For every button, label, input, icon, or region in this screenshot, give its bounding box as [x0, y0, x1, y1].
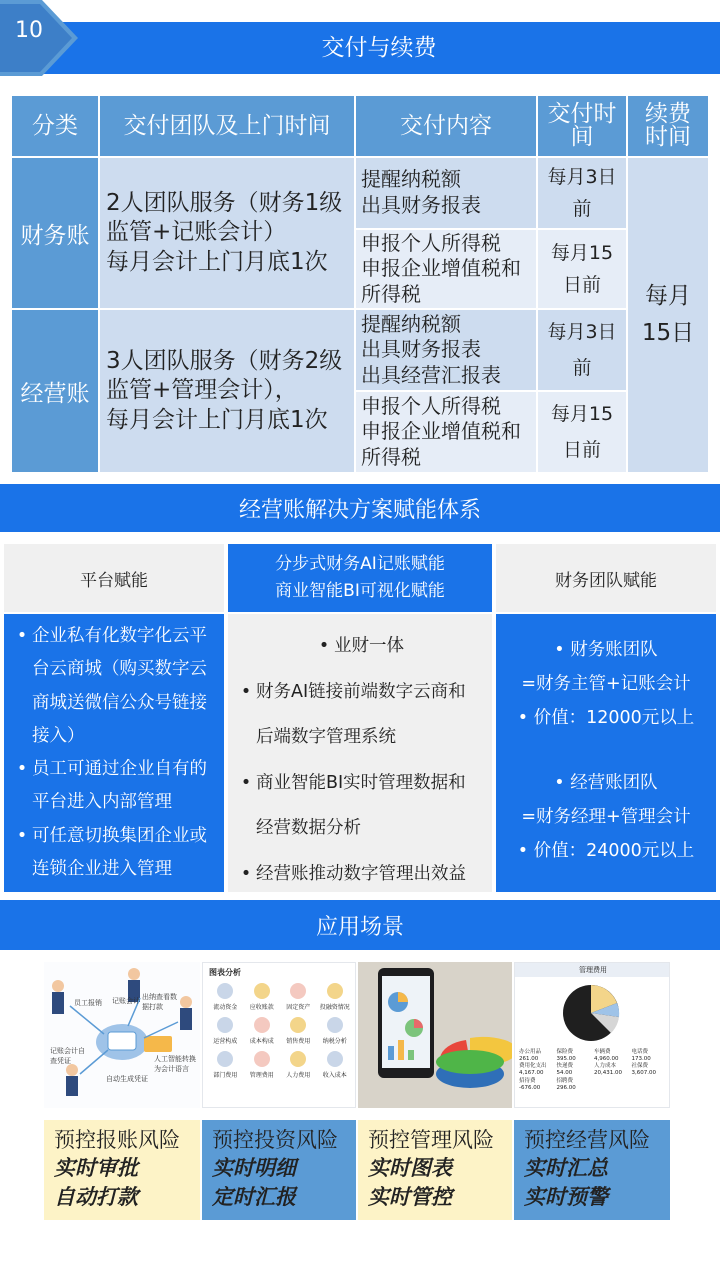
list-item: • 财务AI链接前端数字云商和后端数字管理系统 [240, 681, 466, 747]
scene-card-management [358, 1120, 512, 1220]
card-feature: 实时审批 [54, 1156, 138, 1181]
analysis-icon: 管理费用 [244, 1051, 281, 1079]
header-delivery-time: 交付时间 [538, 96, 626, 156]
list-item: • 员工可通过企业自有的平台进入内部管理 [16, 759, 207, 813]
diagram-label: 出纳查看数据打款 [142, 993, 177, 1011]
analysis-icon: 运营构成 [207, 1017, 244, 1045]
card-feature: 实时图表 [368, 1156, 452, 1181]
list-item: • 业财一体 [318, 636, 404, 656]
header-renewal-time: 续费时间 [628, 96, 708, 156]
team-operating: 3人团队服务（财务2级 监管+管理会计）， 每月会计上门月底1次 [100, 310, 354, 472]
time-cell: 每月15 日前 [538, 230, 626, 308]
cost-figures [519, 1049, 669, 1092]
icon-grid [207, 983, 353, 1079]
scene-card-investment [202, 1120, 356, 1220]
header-category: 分类 [12, 96, 98, 156]
analysis-icon: 投融资情况 [317, 983, 354, 1011]
analysis-icon: 部门费用 [207, 1051, 244, 1079]
cost-item: 电话费 173.00 [631, 1049, 651, 1063]
cost-item: 招待费 -676.00 [519, 1077, 541, 1091]
ai-title: 分步式财务AI记账赋能 商业智能BI可视化赋能 [228, 544, 492, 612]
ai-box [228, 614, 492, 892]
team-title: 财务团队赋能 [496, 544, 716, 612]
content-cell: 提醒纳税额 出具财务报表 出具经营汇报表 [356, 310, 536, 390]
solution-title: 经营账解决方案赋能体系 [0, 484, 720, 532]
delivery-table [12, 96, 708, 472]
page-title: 交付与续费 [321, 35, 437, 61]
scenes-title: 应用场景 [0, 900, 720, 950]
cost-item: 办公用品 261.00 [519, 1049, 542, 1063]
image-title: 图表分析 [209, 968, 241, 977]
renewal-cell: 每月 15日 [628, 158, 708, 472]
header-content: 交付内容 [356, 96, 536, 156]
cost-item: 社保费 3,607.00 [631, 1063, 656, 1077]
content-cell: 提醒纳税额 出具财务报表 [356, 158, 536, 228]
chart-analysis-image [202, 962, 356, 1108]
pie-chart [551, 981, 631, 1045]
content-cell: 申报个人所得税 申报企业增值税和 所得税 [356, 230, 536, 308]
card-feature: 实时预警 [524, 1184, 608, 1209]
team-box [496, 614, 716, 892]
team-group: • 经营账团队 =财务经理+管理会计 • 价值：24000元以上 [517, 773, 695, 861]
header-team: 交付团队及上门时间 [100, 96, 354, 156]
time-cell: 每月3日 前 [538, 158, 626, 228]
analysis-icon: 纳税分析 [317, 1017, 354, 1045]
card-title: 预控经营风险 [524, 1128, 650, 1152]
analysis-icon: 成本构成 [244, 1017, 281, 1045]
card-title: 预控管理风险 [368, 1128, 494, 1152]
cost-pie-image [514, 962, 670, 1108]
list-item: • 商业智能BI实时管理数据和经营数据分析 [240, 772, 466, 838]
card-title: 预控投资风险 [212, 1128, 338, 1152]
analysis-icon: 固定资产 [280, 983, 317, 1011]
list-item: • 可任意切换集团企业或连锁企业进入管理 [16, 825, 207, 879]
list-item: • 企业私有化数字化云平台云商城（购买数字云商城送微信公众号链接接入） [16, 626, 207, 746]
cost-item: 车辆费 4,960.00 [594, 1049, 619, 1063]
cost-item: 保险费 395.00 [556, 1049, 576, 1063]
team-group: • 财务账团队 =财务主管+记账会计 • 价值：12000元以上 [517, 640, 695, 728]
time-cell: 每月3日 前 [538, 310, 626, 390]
image-title: 管理费用 [515, 963, 670, 977]
analysis-icon: 收入成本 [317, 1051, 354, 1079]
diagram-label: 人工智能转换为会计语言 [154, 1055, 196, 1073]
analysis-icon: 人力费用 [280, 1051, 317, 1079]
analysis-icon: 应收账款 [244, 983, 281, 1011]
cost-item: 快递费 54.00 [556, 1063, 574, 1077]
card-feature: 实时管控 [368, 1184, 452, 1209]
team-finance: 2人团队服务（财务1级 监管+记账会计） 每月会计上门月底1次 [100, 158, 354, 308]
workflow-illustration [44, 962, 200, 1108]
card-title: 预控报账风险 [54, 1128, 180, 1152]
phone-photo [358, 962, 512, 1108]
platform-box [4, 614, 224, 892]
card-feature: 自动打款 [54, 1184, 138, 1209]
diagram-label: 记账会计自查凭证 [50, 1047, 85, 1065]
platform-title: 平台赋能 [4, 544, 224, 612]
diagram-label: 自动生成凭证 [106, 1075, 148, 1083]
cost-item: 招聘费 296.00 [556, 1077, 576, 1091]
diagram-label: 记账会计 [112, 997, 140, 1005]
card-feature: 实时汇总 [524, 1156, 608, 1181]
analysis-icon: 销售费用 [280, 1017, 317, 1045]
card-feature: 定时汇报 [212, 1184, 296, 1209]
category-operating: 经营账 [12, 310, 98, 472]
card-feature: 实时明细 [212, 1156, 296, 1181]
content-cell: 申报个人所得税 申报企业增值税和 所得税 [356, 392, 536, 472]
page-number: 10 [15, 18, 43, 43]
category-finance: 财务账 [12, 158, 98, 308]
list-item: • 经营账推动数字管理出效益 [240, 863, 466, 884]
scene-card-operation [514, 1120, 670, 1220]
scene-card-expense [44, 1120, 200, 1220]
phone-illustration [358, 962, 512, 1108]
diagram-label: 员工报销 [74, 999, 102, 1007]
workflow-image [44, 962, 200, 1108]
cost-item: 人力成本 20,431.00 [594, 1063, 622, 1077]
cost-item: 费用化支出 4,167.00 [519, 1063, 547, 1077]
analysis-icon: 流动资金 [207, 983, 244, 1011]
time-cell: 每月15 日前 [538, 392, 626, 472]
